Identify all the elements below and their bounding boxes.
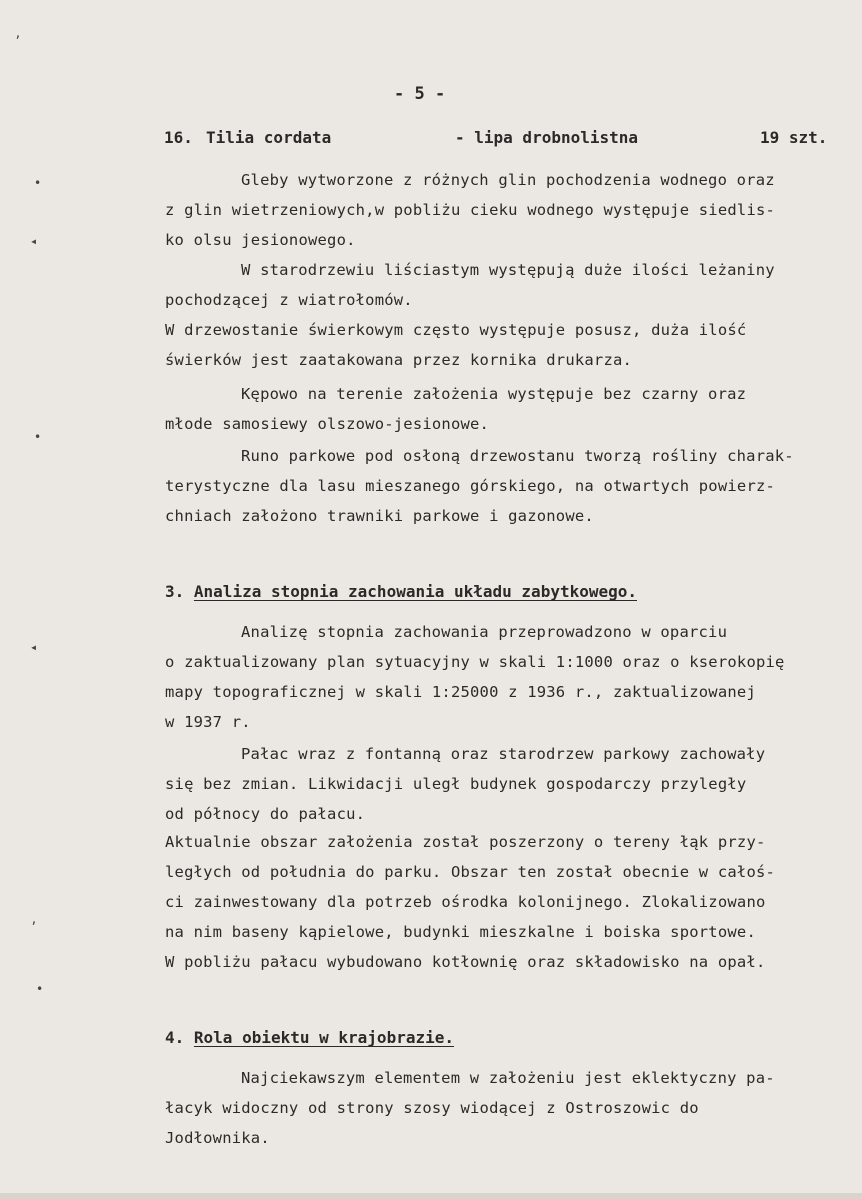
para9-line: Jodłownika. (165, 1129, 270, 1147)
para1-line: Gleby wytworzone z różnych glin pochodzenia wodnego oraz (241, 171, 775, 189)
margin-mark: ʼ (14, 34, 22, 48)
para8-line: W pobliżu pałacu wybudowano kotłownię oraz składowisko na opał. (165, 953, 766, 971)
para9-line: łacyk widoczny od strony szosy wiodącej z Ostroszowic do (165, 1099, 699, 1117)
para7-line: się bez zmian. Likwidacji uległ budynek gospodarczy przyległy (165, 775, 747, 793)
section-3-number: 3. (165, 582, 185, 601)
para6-line: mapy topograficznej w skali 1:25000 z 1936 r., zaktualizowanej (165, 683, 756, 701)
page-bottom-edge (0, 1193, 862, 1199)
margin-mark: • (36, 982, 44, 996)
margin-mark: ʼ (30, 920, 38, 934)
para6-line: o zaktualizowany plan sytuacyjny w skali 1:1000 oraz o kserokopię (165, 653, 785, 671)
para4-line: młode samosiewy olszowo-jesionowe. (165, 415, 490, 433)
para3-line: W drzewostanie świerkowym często występuje posusz, duża ilość (165, 321, 747, 339)
margin-mark: • (34, 430, 42, 444)
para5-line: terystyczne dla lasu mieszanego górskiego, na otwartych powierz- (165, 477, 776, 495)
para4-line: Kępowo na terenie założenia występuje bez czarny oraz (241, 385, 747, 403)
para2-line: W starodrzewiu liściastym występują duże ilości leżaniny (241, 261, 775, 279)
margin-mark: ◂ (30, 234, 38, 248)
para5-line: Runo parkowe pod osłoną drzewostanu tworzą rośliny charak- (241, 447, 794, 465)
section-3-heading (165, 582, 637, 601)
para8-line: ległych od południa do parku. Obszar ten został obecnie w całoś- (165, 863, 776, 881)
para5-line: chniach założono trawniki parkowe i gazonowe. (165, 507, 594, 525)
margin-mark: • (34, 176, 42, 190)
item-count: 19 szt. (760, 128, 828, 147)
para7-line: od północy do pałacu. (165, 805, 366, 823)
para2-line: pochodzącej z wiatrołomów. (165, 291, 413, 309)
para8-line: ci zainwestowany dla potrzeb ośrodka kolonijnego. Zlokalizowano (165, 893, 766, 911)
section-4-heading (165, 1028, 454, 1047)
item-number: 16. (164, 128, 193, 147)
item-latin-name: Tilia cordata (206, 128, 332, 147)
section-4-number: 4. (165, 1028, 185, 1047)
section-3-title: Analiza stopnia zachowania układu zabytkowego. (193, 582, 638, 601)
section-4-title: Rola obiektu w krajobrazie. (193, 1028, 454, 1047)
para1-line: z glin wietrzeniowych,w pobliżu cieku wodnego występuje siedlis- (165, 201, 776, 219)
para8-line: na nim baseny kąpielowe, budynki mieszkalne i boiska sportowe. (165, 923, 756, 941)
para6-line: Analizę stopnia zachowania przeprowadzono w oparciu (241, 623, 728, 641)
page-number: - 5 - (394, 84, 446, 104)
para7-line: Pałac wraz z fontanną oraz starodrzew parkowy zachowały (241, 745, 766, 763)
para8-line: Aktualnie obszar założenia został poszerzony o tereny łąk przy- (165, 833, 766, 851)
item-polish-name: - lipa drobnolistna (455, 128, 639, 147)
margin-mark: ◂ (30, 640, 38, 654)
para1-line: ko olsu jesionowego. (165, 231, 356, 249)
para9-line: Najciekawszym elementem w założeniu jest eklektyczny pa- (241, 1069, 775, 1087)
para3-line: świerków jest zaatakowana przez kornika drukarza. (165, 351, 633, 369)
para6-line: w 1937 r. (165, 713, 251, 731)
